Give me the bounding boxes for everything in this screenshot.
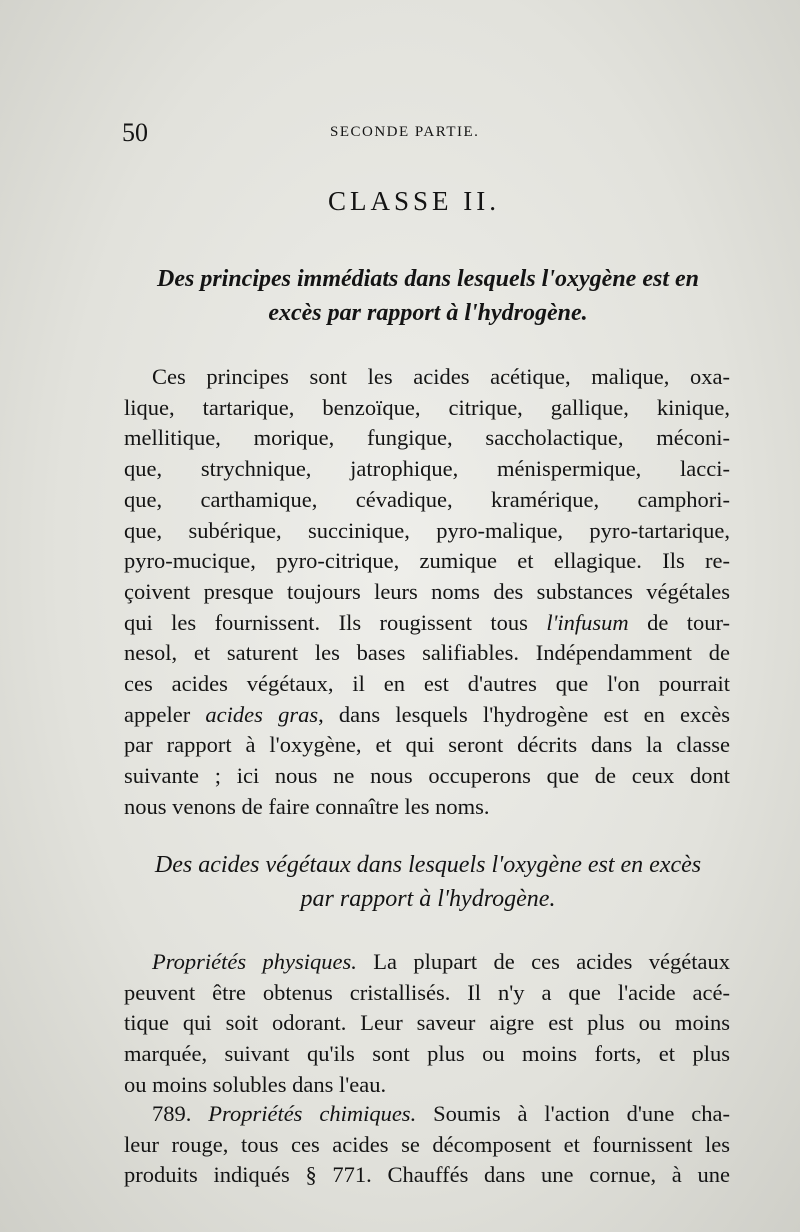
section-title-line: Des acides végétaux dans lesquels l'oxygène est en excès [154,852,702,878]
section-title-principes [122,262,734,330]
text-run: Soumis à l'action d'une cha- [433,1101,731,1126]
text-line: çoivent presque toujours leurs noms des substances végétales [124,578,730,604]
page-header [122,118,732,148]
text-line: pyro-mucique, pyro-citrique, zumique et ellagique. Ils re- [124,548,730,574]
section-title-line: par rapport à l'hydrogène. [300,886,556,912]
text-run: La plupart de ces acides végétaux [373,949,730,974]
text-run: appeler [124,701,191,727]
paragraph-heading: Propriétés physiques. [152,949,357,974]
text-line: Ces principes sont les acides acétique, malique, oxa- [152,364,730,389]
paragraph-number: 789. [152,1101,192,1126]
text-run: de tour- [647,609,731,635]
text-line: que, strychnique, jatrophique, ménispermique, lacci- [124,456,730,482]
text-line: leur rouge, tous ces acides se décomposent et fournissent les [124,1131,730,1157]
running-head: SECONDE PARTIE. [330,124,480,140]
italic-term-acides-gras: acides gras [205,701,319,727]
text-line: produits indiqués § 771. Chauffés dans une cornue, à une [124,1162,730,1188]
paragraph-proprietes-chimiques [124,1099,730,1191]
text-line: ou moins solubles dans l'eau. [124,1071,387,1097]
paragraph-heading: Propriétés chimiques. [208,1101,417,1126]
section-title-line: Des principes immédiats dans lesquels l'oxygène est en [157,266,699,292]
text-line: tique qui soit odorant. Leur saveur aigre est plus ou moins [124,1010,730,1036]
page-number: 50 [122,118,148,147]
text-line: nous venons de faire connaître les noms. [124,793,490,819]
text-line: par rapport à l'oxygène, et qui seront décrits dans la classe [124,732,730,758]
text-line: peuvent être obtenus cristallisés. Il n'y a que l'acide acé- [124,979,730,1005]
text-line-mixed [124,947,730,978]
text-line: que, carthamique, cévadique, kramérique, camphori- [124,486,730,512]
text-line: lique, tartarique, benzoïque, citrique, gallique, kinique, [124,394,730,420]
text-line: mellitique, morique, fungique, saccholactique, méconi- [124,425,730,451]
class-title: CLASSE II. [327,186,500,216]
text-line: suivante ; ici nous ne nous occuperons que de ceux dont [124,763,730,789]
text-line-mixed [124,700,730,731]
paragraph-principes [124,362,730,823]
text-line: que, subérique, succinique, pyro-malique, pyro-tartarique, [124,517,730,543]
section-title-acides-vegetaux [122,848,734,916]
text-line: nesol, et saturent les bases salifiables. Indépendamment de [124,640,730,666]
text-line-mixed [124,1099,730,1130]
paragraph-proprietes-physiques [124,947,730,1101]
text-line: ces acides végétaux, il en est d'autres que l'on pourrait [124,671,730,697]
text-line: marquée, suivant qu'ils sont plus ou moins forts, et plus [124,1041,730,1067]
text-run: qui les fournissent. Ils rougissent tous [124,609,528,635]
section-title-line: excès par rapport à l'hydrogène. [268,300,588,326]
italic-term-infusum: l'infusum [546,609,629,635]
text-run: , dans lesquels l'hydrogène est en excès [318,701,731,727]
text-line-mixed [124,608,730,639]
